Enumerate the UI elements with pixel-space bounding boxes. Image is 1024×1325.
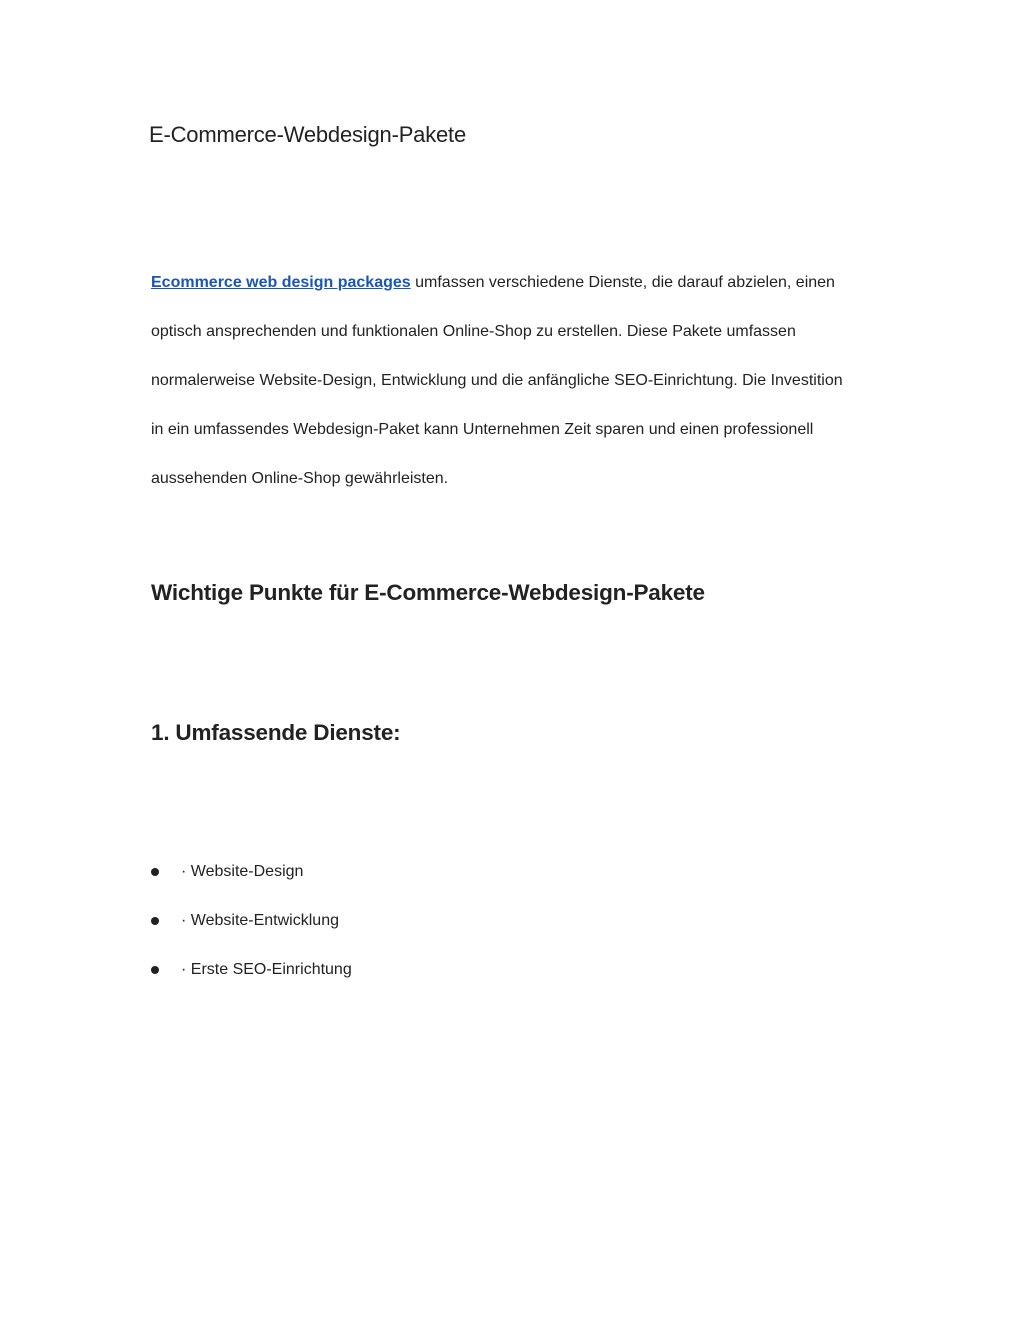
intro-line-2: optisch ansprechenden und funktionalen Online-Shop zu erstellen. Diese Pakete umfassen: [151, 323, 796, 340]
service-label: · Erste SEO-Einrichtung: [181, 961, 352, 978]
intro-paragraph: [151, 258, 891, 503]
list-item: [151, 857, 352, 906]
intro-line-5: aussehenden Online-Shop gewährleisten.: [151, 470, 449, 487]
services-list: [151, 857, 352, 1004]
service-label: · Website-Entwicklung: [181, 912, 339, 929]
bullet-icon: [151, 966, 159, 974]
document-title: E-Commerce-Webdesign-Pakete: [149, 122, 466, 147]
intro-line-1-text: umfassen verschiedene Dienste, die darauf abzielen, einen: [410, 274, 835, 291]
service-label: · Website-Design: [181, 863, 304, 880]
ecommerce-packages-link[interactable]: Ecommerce web design packages: [151, 274, 411, 291]
bullet-icon: [151, 868, 159, 876]
intro-line-3: normalerweise Website-Design, Entwicklung und die anfängliche SEO-Einrichtung. Die Investition: [151, 372, 843, 389]
intro-line-1: [151, 258, 891, 307]
list-item: [151, 955, 352, 1004]
section-heading: Wichtige Punkte für E-Commerce-Webdesign-Pakete: [151, 580, 705, 605]
bullet-icon: [151, 917, 159, 925]
subsection-heading: 1. Umfassende Dienste:: [151, 720, 401, 745]
intro-line-4: in ein umfassendes Webdesign-Paket kann Unternehmen Zeit sparen und einen professionell: [151, 421, 814, 438]
list-item: [151, 906, 352, 955]
